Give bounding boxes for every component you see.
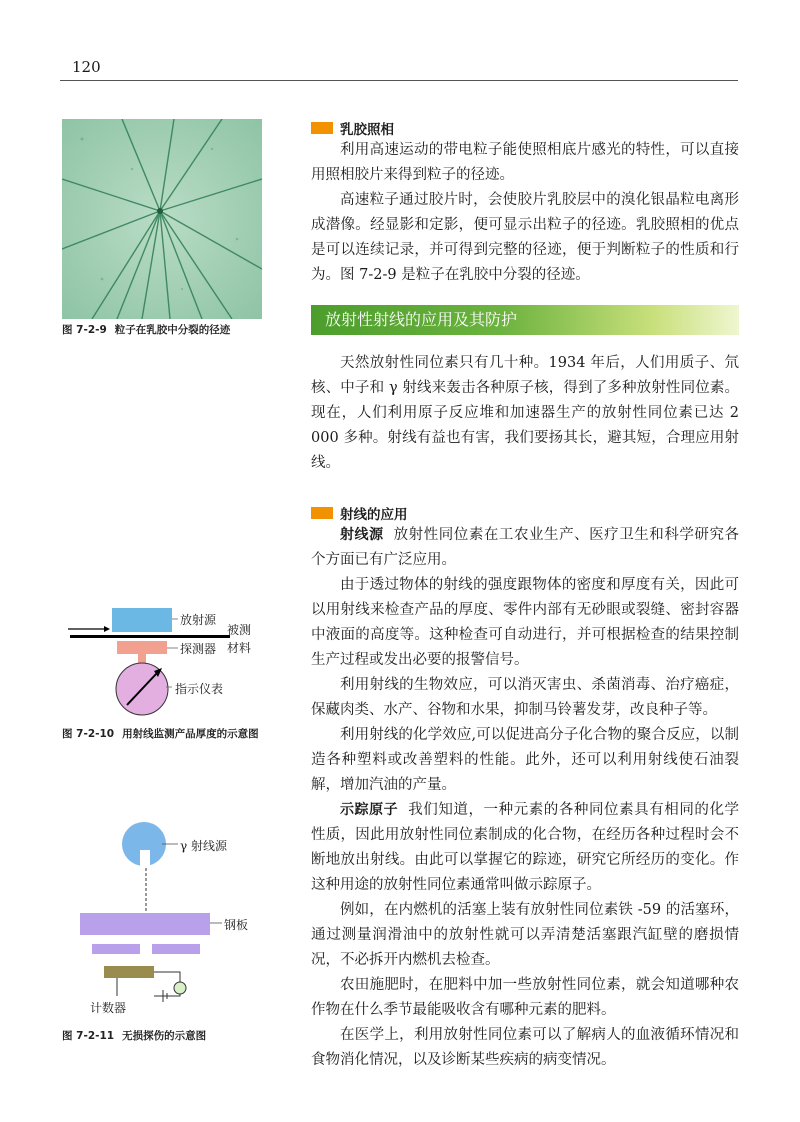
fig1-caption <box>62 323 277 338</box>
heading-marker <box>311 507 333 519</box>
fig3-text: 无损探伤的示意图 <box>122 1030 207 1042</box>
page-number: 120 <box>72 58 101 76</box>
runin-heading: 示踪原子 <box>340 802 399 818</box>
label-steel-plate: 钢板 <box>224 918 249 932</box>
paragraph: 农田施肥时，在肥料中加一些放射性同位素，就会知道哪种农作物在什么季节最能吸收含有哪种元素的肥料。 <box>311 977 739 1018</box>
section-application <box>311 503 739 1073</box>
emulsion-photo <box>62 119 262 319</box>
runin-heading: 射线源 <box>340 527 384 543</box>
label-gamma-source: γ 射线源 <box>180 839 227 853</box>
flaw-detection-diagram <box>62 818 282 1018</box>
chapter-banner: 放射性射线的应用及其防护 <box>311 305 739 335</box>
label-counter: 计数器 <box>90 1001 127 1015</box>
label-meter: 指示仪表 <box>175 682 224 696</box>
thickness-diagram <box>62 603 282 718</box>
fig3-caption <box>62 1029 277 1044</box>
section-emulsion <box>311 118 739 288</box>
heading-text: 乳胶照相 <box>340 122 394 138</box>
paragraph: 由于透过物体的射线的强度跟物体的密度和厚度有关，因此可以用射线来检查产品的厚度、零件内部有无砂眼或裂缝、密封容器中液面的高度等。这种检查可自动进行，并可根据检查的结果控制生产过程或发出必要的报警信号。 <box>311 577 739 668</box>
paragraph <box>311 798 739 898</box>
label-source: 放射源 <box>180 613 217 627</box>
section-heading-application <box>311 503 739 523</box>
fig1-text: 粒子在乳胶中分裂的径迹 <box>114 324 231 336</box>
fig2-caption <box>62 727 277 742</box>
section-heading-emulsion <box>311 118 739 138</box>
label-material: 被测 <box>227 623 252 637</box>
section-intro <box>311 351 739 476</box>
fig2-number: 图 7-2-10 <box>62 728 115 740</box>
fig2-text: 用射线监测产品厚度的示意图 <box>122 728 259 740</box>
fig3-number: 图 7-2-11 <box>62 1030 115 1042</box>
paragraph-text: 放射性同位素在工农业生产、医疗卫生和科学研究各个方面已有广泛应用。 <box>311 527 740 568</box>
paragraph: 利用射线的生物效应，可以消灭害虫、杀菌消毒、治疗癌症，保藏肉类、水产、谷物和水果，抑制马铃薯发芽，改良种子等。 <box>311 677 739 718</box>
paragraph <box>311 523 739 573</box>
paragraph: 高速粒子通过胶片时，会使胶片乳胶层中的溴化银晶粒电离形成潜像。经显影和定影，便可显示出粒子的径迹。乳胶照相的优点是可以连续记录，并可得到完整的径迹，便于判断粒子的性质和行为。图 7-2-9 是粒子在乳胶中分裂的径迹。 <box>311 192 739 283</box>
paragraph: 在医学上，利用放射性同位素可以了解病人的血液循环情况和食物消化情况，以及诊断某些疾病的病变情况。 <box>311 1027 739 1068</box>
fig1-number: 图 7-2-9 <box>62 324 107 336</box>
paragraph: 利用射线的化学效应,可以促进高分子化合物的聚合反应，以制造各种塑料或改善塑料的性能。此外，还可以利用射线使石油裂解，增加汽油的产量。 <box>311 727 739 793</box>
paragraph: 利用高速运动的带电粒子能使照相底片感光的特性，可以直接用照相胶片来得到粒子的径迹。 <box>311 142 739 183</box>
label-detector: 探测器 <box>180 642 217 656</box>
heading-text: 射线的应用 <box>340 507 408 523</box>
heading-marker <box>311 122 333 134</box>
paragraph: 天然放射性同位素只有几十种。1934 年后，人们用质子、氘核、中子和 γ 射线来轰击各种原子核，得到了多种放射性同位素。现在，人们利用原子反应堆和加速器生产的放射性同位素已达 2 000 多种。射线有益也有害，我们要扬其长，避其短，合理应用射线。 <box>311 355 739 471</box>
label-material-2: 材料 <box>227 641 252 655</box>
paragraph-text: 我们知道，一种元素的各种同位素具有相同的化学性质，因此用放射性同位素制成的化合物，在经历各种过程时会不断地放出射线。由此可以掌握它的踪迹，研究它所经历的变化。作这种用途的放射性同位素通常叫做示踪原子。 <box>311 802 740 893</box>
header-rule <box>60 80 738 81</box>
paragraph: 例如，在内燃机的活塞上装有放射性同位素铁 -59 的活塞环，通过测量润滑油中的放射性就可以弄清楚活塞跟汽缸壁的磨损情况，不必拆开内燃机去检查。 <box>311 902 739 968</box>
